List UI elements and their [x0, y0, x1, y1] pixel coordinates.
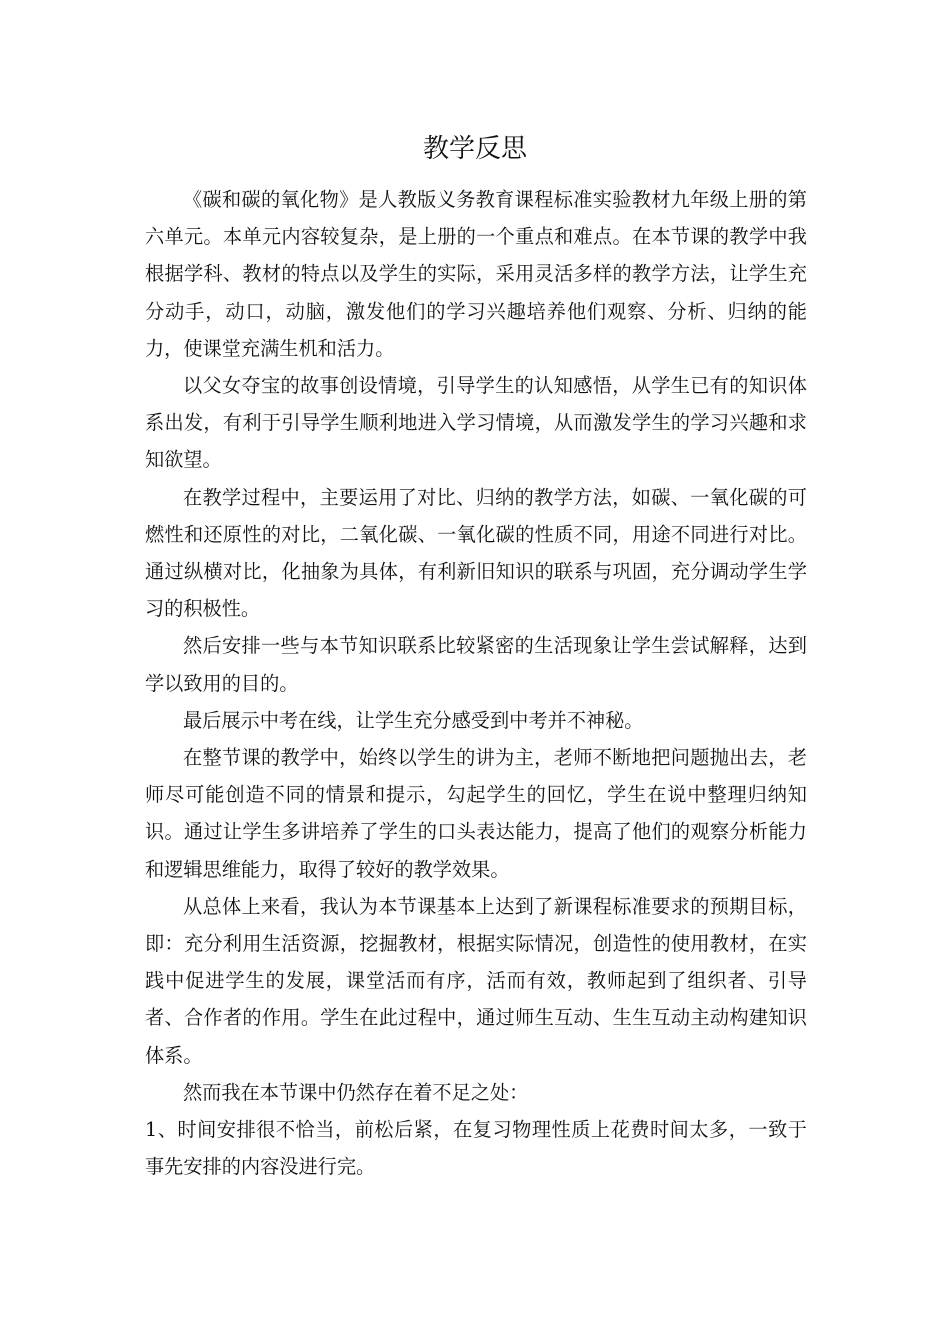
paragraph-situation: 以父女夺宝的故事创设情境，引导学生的认知感悟，从学生已有的知识体系出发，有利于引导学生顺利地进入学习情境，从而激发学生的学习兴趣和求知欲望。 [145, 374, 807, 472]
paragraph-summary: 从总体上来看，我认为本节课基本上达到了新课程标准要求的预期目标，即：充分利用生活资源，挖掘教材，根据实际情况，创造性的使用教材，在实践中促进学生的发展，课堂活而有序，活而有效，教师起到了组织者、引导者、合作者的作用。学生在此过程中，通过师生互动、生生互动主动构建知识体系。 [145, 894, 807, 1067]
document-title: 教学反思 [422, 134, 527, 164]
paragraph-shortcomings: 然而我在本节课中仍然存在着不足之处： [183, 1080, 529, 1104]
paragraph-intro: 《碳和碳的氧化物》是人教版义务教育课程标准实验教材九年级上册的第六单元。本单元内容较复杂，是上册的一个重点和难点。在本节课的教学中我根据学科、教材的特点以及学生的实际，采用灵活多样的教学方法，让学生充分动手，动口，动脑，激发他们的学习兴趣培养他们观察、分析、归纳的能力，使课堂充满生机和活力。 [145, 188, 807, 360]
paragraph-student-centered: 在整节课的教学中，始终以学生的讲为主，老师不断地把问题抛出去，老师尽可能创造不同的情景和提示，勾起学生的回忆，学生在说中整理归纳知识。通过让学生多讲培养了学生的口头表达能力，提高了他们的观察分析能力和逻辑思维能力，取得了较好的教学效果。 [145, 746, 807, 881]
paragraph-application: 然后安排一些与本节知识联系比较紧密的生活现象让学生尝试解释，达到学以致用的目的。 [145, 634, 807, 695]
list-item: 1、时间安排很不恰当，前松后紧，在复习物理性质上花费时间太多，一致于事先安排的内容没进行完。 [145, 1118, 807, 1179]
paragraph-exam: 最后展示中考在线，让学生充分感受到中考并不神秘。 [183, 708, 644, 732]
paragraph-method: 在教学过程中，主要运用了对比、归纳的教学方法，如碳、一氧化碳的可燃性和还原性的对比，二氧化碳、一氧化碳的性质不同，用途不同进行对比。通过纵横对比，化抽象为具体，有利新旧知识的联系与巩固，充分调动学生学习的积极性。 [145, 485, 807, 621]
document-body [145, 181, 807, 1185]
